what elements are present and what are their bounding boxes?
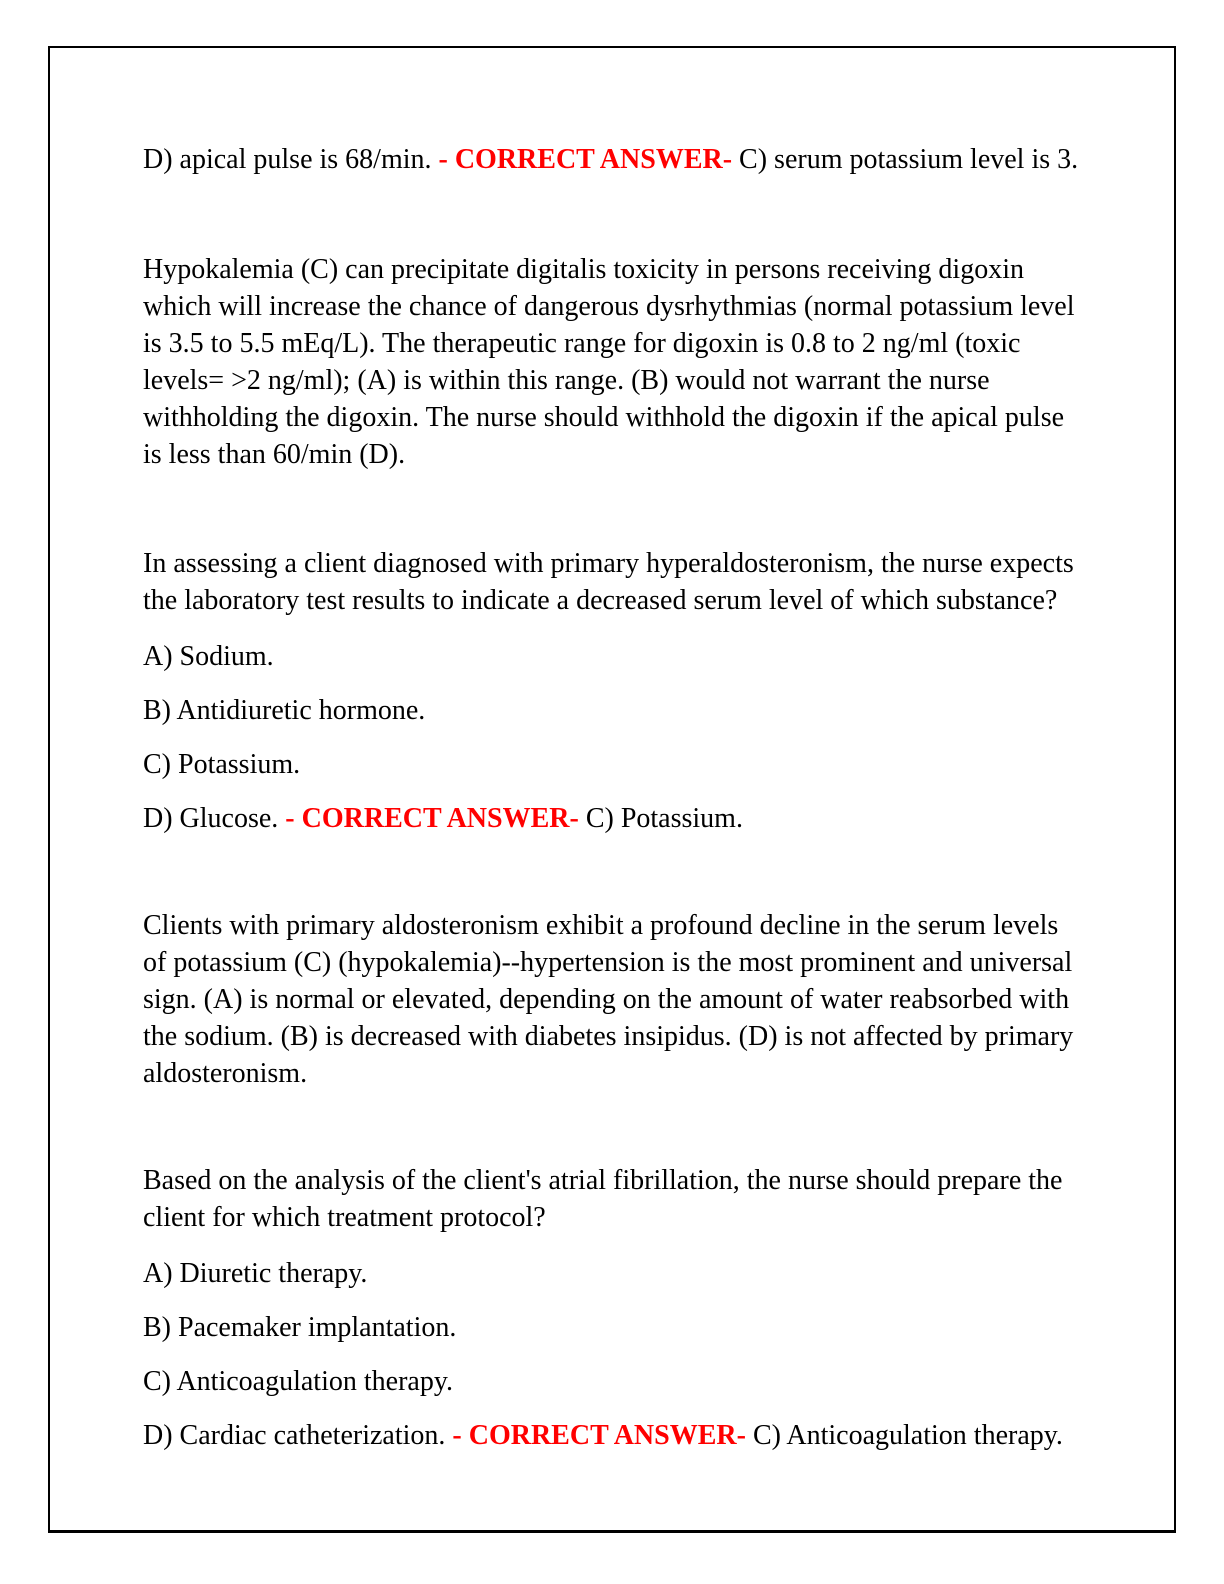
rationale-line: Hypokalemia (C) can precipitate digitalis toxicity in persons receiving digoxin xyxy=(143,254,1024,285)
rationale-line: levels= >2 ng/ml); (A) is within this range. (B) would not warrant the nurse xyxy=(143,365,990,396)
option-line: B) Pacemaker implantation. xyxy=(143,1312,457,1343)
rationale-line: is less than 60/min (D). xyxy=(143,439,406,470)
answer-option-text: D) Cardiac catheterization. xyxy=(143,1420,453,1451)
page-border-frame xyxy=(48,46,1176,1533)
answer-line xyxy=(143,141,1134,178)
answer-option-text: D) apical pulse is 68/min. xyxy=(143,144,439,175)
question-paragraph xyxy=(143,545,1134,619)
rationale-line: sign. (A) is normal or elevated, depending on the amount of water reabsorbed with xyxy=(143,984,1070,1015)
correct-answer-text: C) serum potassium level is 3. xyxy=(732,144,1079,175)
rationale-line: withholding the digoxin. The nurse should withhold the digoxin if the apical pulse xyxy=(143,402,1065,433)
answer-option-text: D) Glucose. xyxy=(143,803,286,834)
question-line: In assessing a client diagnosed with primary hyperaldosteronism, the nurse expects xyxy=(143,548,1074,579)
rationale-paragraph xyxy=(143,251,1134,473)
rationale-line: which will increase the chance of dangerous dysrhythmias (normal potassium level xyxy=(143,291,1075,322)
correct-answer-marker: - CORRECT ANSWER- xyxy=(438,144,733,175)
correct-answer-text: C) Potassium. xyxy=(578,803,743,834)
question-line: client for which treatment protocol? xyxy=(143,1202,546,1233)
rationale-paragraph xyxy=(143,907,1134,1092)
option-line: C) Anticoagulation therapy. xyxy=(143,1366,453,1397)
option-line: A) Diuretic therapy. xyxy=(143,1258,368,1289)
rationale-line: is 3.5 to 5.5 mEq/L). The therapeutic range for digoxin is 0.8 to 2 ng/ml (toxic xyxy=(143,328,1021,359)
rationale-line: of potassium (C) (hypokalemia)--hypertension is the most prominent and universal xyxy=(143,947,1073,978)
option-line: B) Antidiuretic hormone. xyxy=(143,695,426,726)
correct-answer-text: C) Anticoagulation therapy. xyxy=(745,1420,1063,1451)
rationale-line: the sodium. (B) is decreased with diabetes insipidus. (D) is not affected by primary xyxy=(143,1021,1074,1052)
rationale-line: Clients with primary aldosteronism exhibit a profound decline in the serum levels xyxy=(143,910,1059,941)
answer-line xyxy=(143,800,1134,837)
question-paragraph xyxy=(143,1162,1134,1236)
question-line: the laboratory test results to indicate a decreased serum level of which substance? xyxy=(143,585,1058,616)
answer-line xyxy=(143,1417,1134,1454)
page-content xyxy=(50,48,1174,1454)
correct-answer-marker: - CORRECT ANSWER- xyxy=(452,1420,746,1451)
option-line: A) Sodium. xyxy=(143,641,274,672)
question-line: Based on the analysis of the client's atrial fibrillation, the nurse should prepare the xyxy=(143,1165,1063,1196)
rationale-line: aldosteronism. xyxy=(143,1058,308,1089)
correct-answer-marker: - CORRECT ANSWER- xyxy=(285,803,579,834)
option-line: C) Potassium. xyxy=(143,749,301,780)
